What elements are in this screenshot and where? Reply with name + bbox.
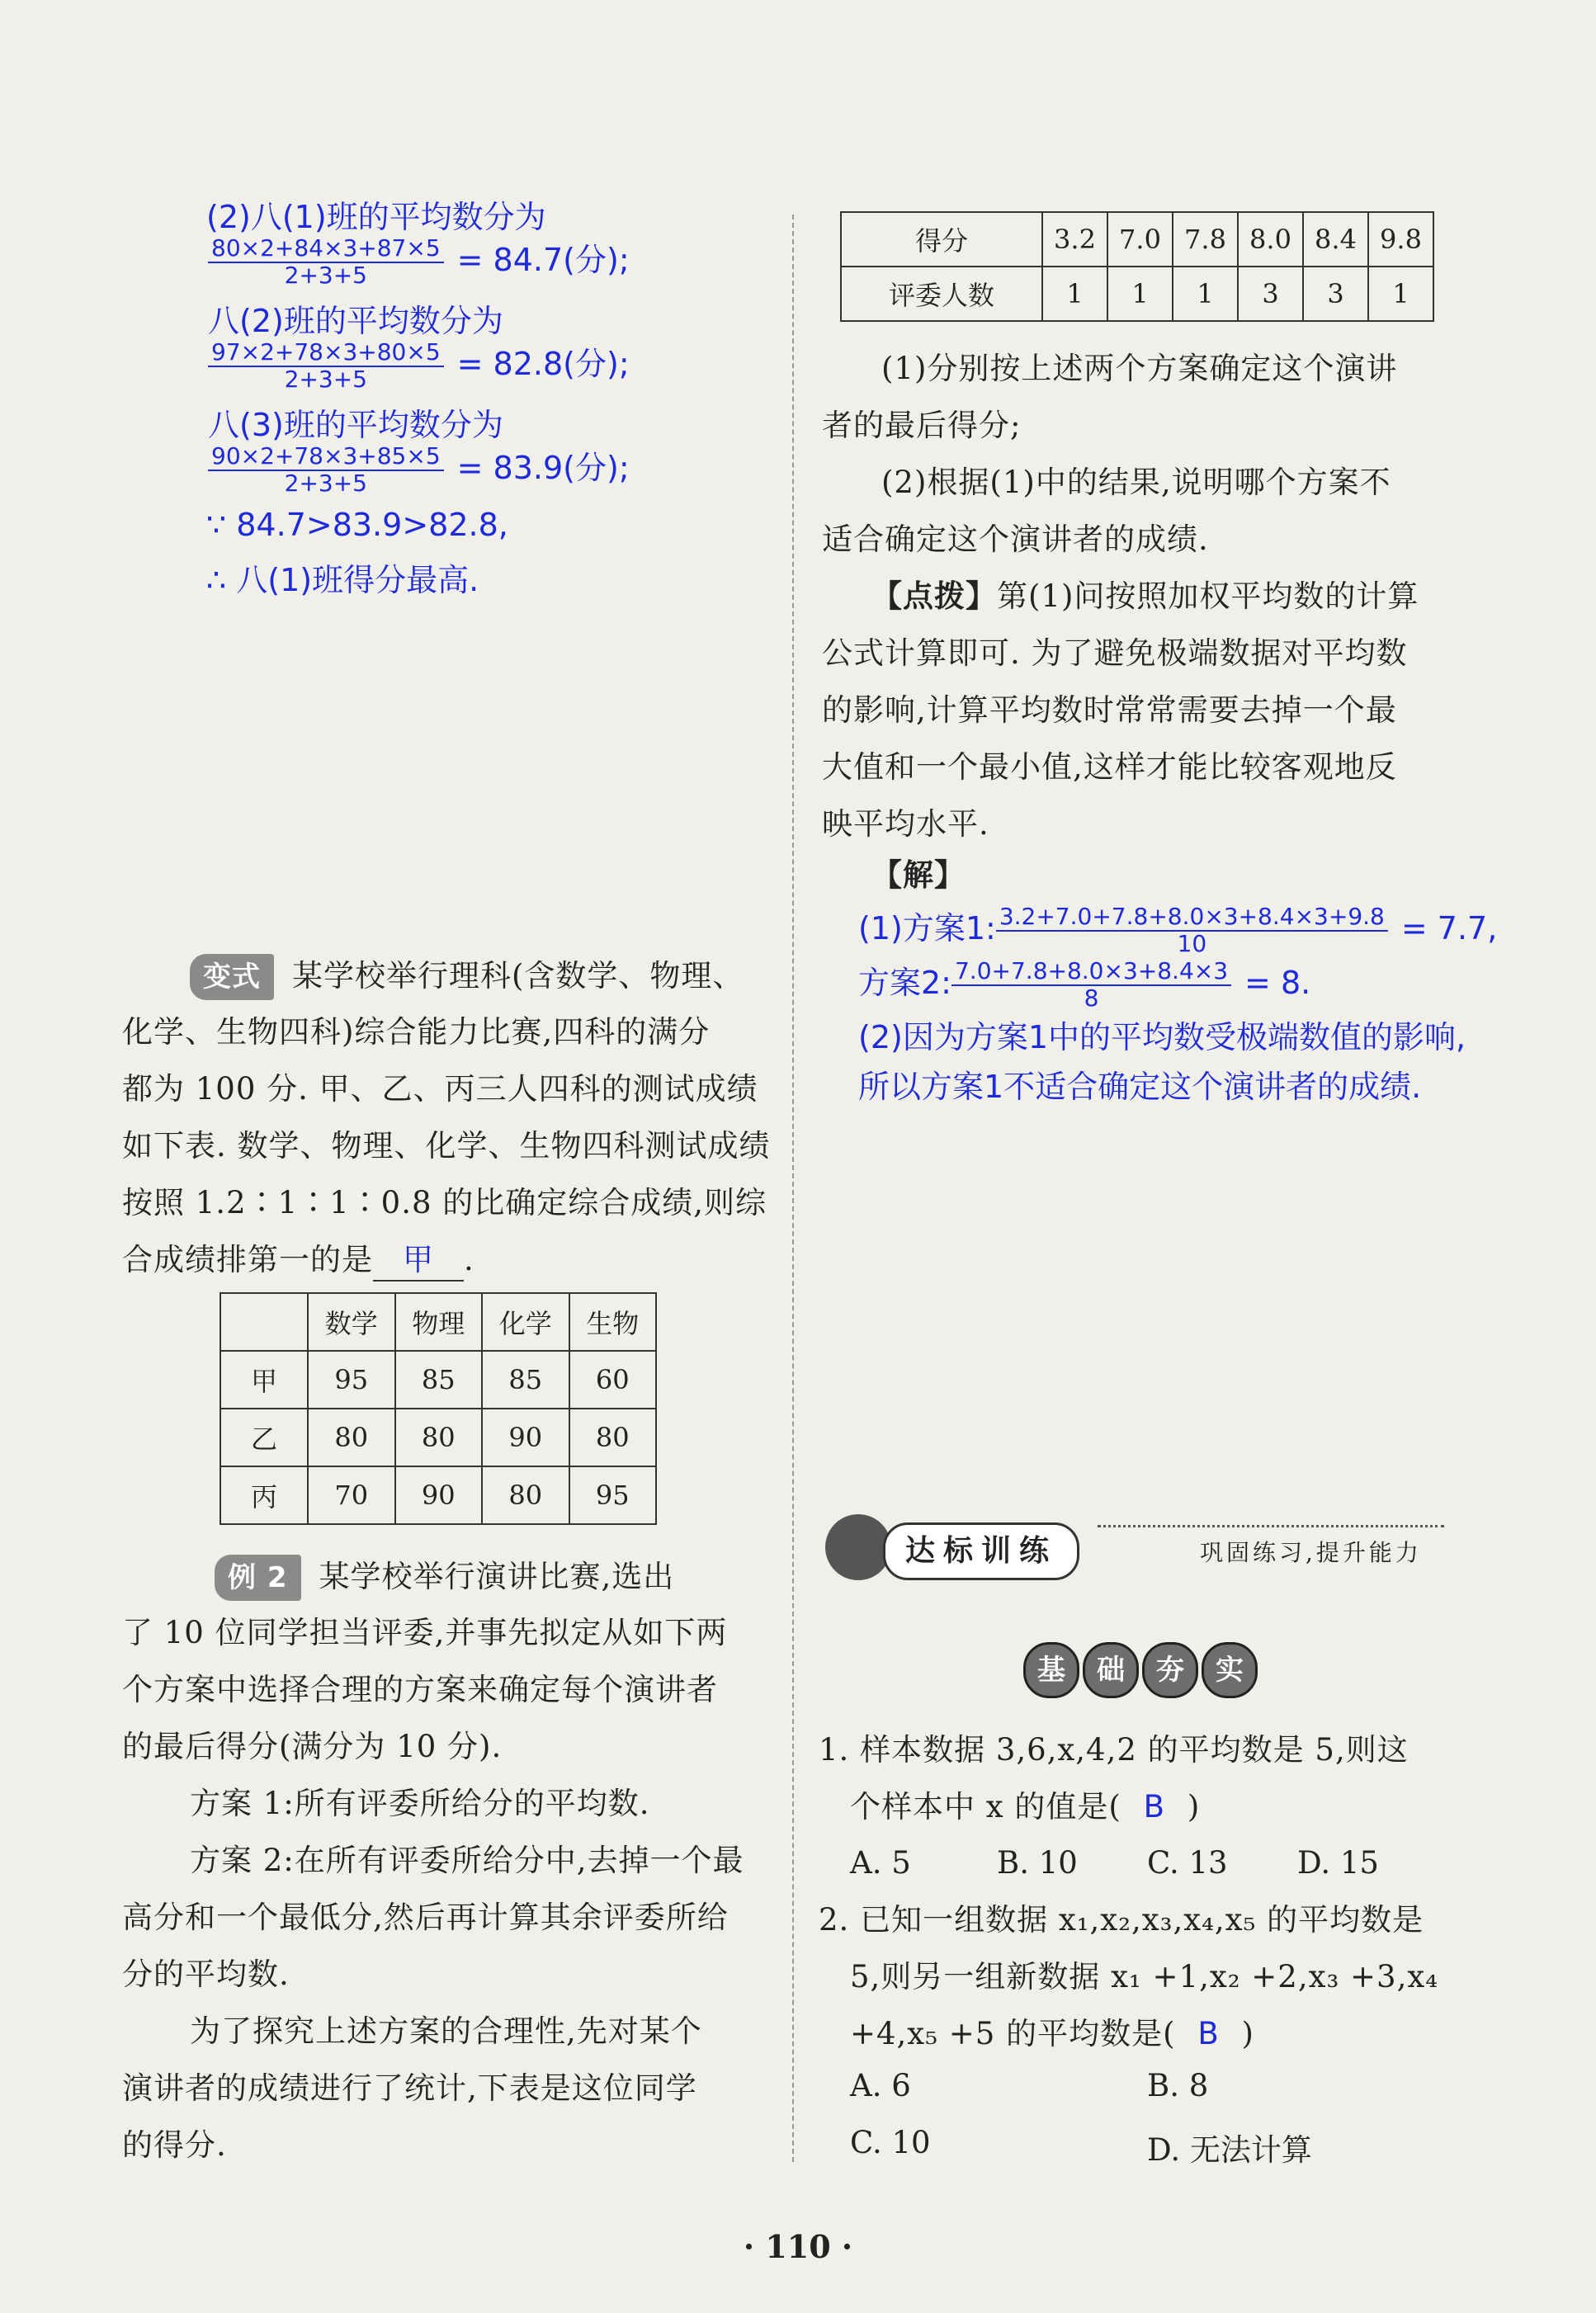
example-line-10: 演讲者的成绩进行了统计,下表是这位同学 [122,2070,697,2106]
table-cell: 乙 [220,1409,308,1466]
section-title: 达标训练 [883,1522,1079,1580]
hint-label: 【点拨】 [871,578,997,614]
table-cell: 得分 [841,212,1042,267]
table-header-cell [220,1293,308,1351]
table-header-row [220,1293,656,1351]
fraction-denominator: 2+3+5 [284,469,367,497]
table-header-cell: 生物 [569,1293,657,1351]
formula-result: = 84.7(分); [456,242,630,278]
table-cell: 评委人数 [841,267,1042,321]
grades-table [220,1292,657,1525]
formula-result: = 8. [1244,965,1311,1001]
badge-char: 基 [1023,1642,1079,1698]
option-a: A. 6 [850,2068,911,2103]
fraction-numerator: 80×2+84×3+87×5 [208,236,444,263]
example-line-5: 方案 1:所有评委所给分的平均数. [190,1786,650,1821]
badge-char: 夯 [1142,1642,1198,1698]
table-cell: 95 [569,1466,657,1524]
fraction-numerator: 97×2+78×3+80×5 [208,340,444,367]
table-cell: 9.8 [1368,212,1433,267]
table-cell: 甲 [220,1351,308,1409]
example-line-1 [215,1548,674,1605]
example-line-7: 高分和一个最低分,然后再计算其余评委所给 [122,1900,729,1935]
exercise-text: 个样本中 x 的值是( [850,1789,1121,1824]
answer-choice: B [1143,1789,1166,1824]
variant-line-5: 按照 1.2∶1∶1∶0.8 的比确定综合成绩,则综 [122,1185,767,1220]
variant-line-1 [190,947,744,1004]
example-line-6: 方案 2:在所有评委所给分中,去掉一个最 [190,1843,744,1878]
badge-char: 础 [1083,1642,1139,1698]
table-row [220,1409,656,1466]
option-a: A. 5 [850,1845,911,1881]
example-tag: 例 2 [215,1555,301,1601]
table-cell: 3 [1238,267,1303,321]
column-divider [792,215,794,2162]
answer-formula [208,234,630,288]
fraction-numerator: 3.2+7.0+7.8+8.0×3+8.4×3+9.8 [996,904,1388,932]
table-cell: 95 [308,1351,395,1409]
hint-line: 映平均水平. [822,806,989,842]
formula-result: = 83.9(分); [456,450,630,486]
table-header-cell: 化学 [482,1293,569,1351]
hint-line: 大值和一个最小值,这样才能比较客观地反 [822,749,1397,785]
table-cell: 8.0 [1238,212,1303,267]
score-table [840,211,1434,322]
formula-result: = 7.7, [1400,910,1498,946]
option-b: B. 8 [1147,2068,1209,2103]
table-cell: 丙 [220,1466,308,1524]
solution-line: (2)因为方案1中的平均数受极端数值的影响, [858,1019,1466,1055]
option-d: D. 15 [1297,1845,1379,1881]
table-cell: 3.2 [1042,212,1107,267]
option-b: B. 10 [997,1845,1078,1881]
question-line: (1)分别按上述两个方案确定这个演讲 [881,351,1398,386]
table-row [841,267,1433,321]
table-cell: 3 [1303,267,1368,321]
variant-line-6 [122,1231,475,1288]
variant-line-4: 如下表. 数学、物理、化学、生物四科测试成绩 [122,1128,771,1164]
example-line-2: 了 10 位同学担当评委,并事先拟定从如下两 [122,1615,728,1650]
section-subtitle: 巩固练习,提升能力 [1200,1539,1422,1566]
question-line: (2)根据(1)中的结果,说明哪个方案不 [881,465,1391,500]
variant-text: 合成绩排第一的是 [122,1242,373,1277]
exercise-text: +4,x₅ +5 的平均数是( [850,2016,1176,2051]
table-cell: 80 [569,1409,657,1466]
table-cell: 1 [1107,267,1173,321]
table-cell: 80 [395,1409,483,1466]
table-cell: 1 [1173,267,1238,321]
exercise-line: 5,则另一组新数据 x₁ +1,x₂ +2,x₃ +3,x₄ [850,1959,1439,1994]
table-header-cell: 数学 [308,1293,395,1351]
hint-line: 公式计算即可. 为了避免极端数据对平均数 [822,635,1408,671]
fraction-denominator: 10 [1177,929,1207,957]
exercise-line [850,2005,1254,2062]
answer-line: 八(2)班的平均数分为 [208,303,503,339]
example-line-4: 的最后得分(满分为 10 分). [122,1729,503,1764]
solution-text: (1)方案1: [858,910,996,946]
table-cell: 80 [482,1466,569,1524]
answer-formula [208,442,630,496]
variant-text: 某学校举行理科(含数学、物理、 [292,958,744,994]
example-line-8: 分的平均数. [122,1957,290,1992]
table-cell: 7.8 [1173,212,1238,267]
hint-line: 的影响,计算平均数时常常需要去掉一个最 [822,692,1397,728]
badge-char: 实 [1202,1642,1258,1698]
table-row [220,1466,656,1524]
hint-line [871,568,1419,625]
example-line-3: 个方案中选择合理的方案来确定每个演讲者 [122,1672,718,1707]
hint-text: 第(1)问按照加权平均数的计算 [997,578,1419,614]
answer-blank: 甲 [373,1240,464,1282]
table-cell: 70 [308,1466,395,1524]
example-line-9: 为了探究上述方案的合理性,先对某个 [190,2013,702,2049]
answer-choice: B [1197,2016,1220,2051]
formula-result: = 82.8(分); [456,346,630,382]
solution-label-text: 【解】 [871,857,966,893]
fraction-denominator: 2+3+5 [284,261,367,289]
question-line: 适合确定这个演讲者的成绩. [822,522,1209,557]
section-divider [1098,1525,1444,1527]
fraction-denominator: 2+3+5 [284,365,367,393]
variant-line-3: 都为 100 分. 甲、乙、丙三人四科的测试成绩 [122,1071,758,1107]
table-cell: 80 [308,1409,395,1466]
table-cell: 85 [395,1351,483,1409]
table-cell: 90 [482,1409,569,1466]
fraction-denominator: 8 [1084,984,1099,1012]
example-line-11: 的得分. [122,2127,227,2163]
variant-text: . [464,1242,475,1277]
fraction-numerator: 7.0+7.8+8.0×3+8.4×3 [951,959,1231,986]
exercise-line: 2. 已知一组数据 x₁,x₂,x₃,x₄,x₅ 的平均数是 [819,1902,1424,1938]
table-row [220,1351,656,1409]
option-d: D. 无法计算 [1147,2132,1312,2168]
table-cell: 1 [1042,267,1107,321]
solution-formula [858,903,1497,956]
table-cell: 60 [569,1351,657,1409]
table-cell: 1 [1368,267,1433,321]
solution-formula [858,957,1310,1011]
answer-formula [208,338,630,392]
variant-tag: 变式 [190,954,274,1000]
table-cell: 85 [482,1351,569,1409]
answer-line: ∵ 84.7>83.9>82.8, [206,507,508,543]
solution-text: 方案2: [858,965,951,1001]
page-number: · 110 · [743,2228,853,2265]
example-text: 某学校举行演讲比赛,选出 [319,1559,675,1594]
table-cell: 90 [395,1466,483,1524]
exercise-text: ) [1187,1789,1201,1824]
option-c: C. 13 [1147,1845,1228,1881]
solution-line: 所以方案1不适合确定这个演讲者的成绩. [858,1069,1422,1105]
pencil-book-icon [825,1514,891,1580]
solution-label [871,847,966,904]
exercise-text: ) [1241,2016,1254,2051]
answer-line: (2)八(1)班的平均数分为 [206,199,546,235]
variant-line-2: 化学、生物四科)综合能力比赛,四科的满分 [122,1014,711,1050]
basics-badge [1023,1642,1261,1698]
answer-line: ∴ 八(1)班得分最高. [206,562,479,598]
exercise-line: 1. 样本数据 3,6,x,4,2 的平均数是 5,则这 [819,1732,1409,1768]
table-row [841,212,1433,267]
answer-line: 八(3)班的平均数分为 [208,407,503,443]
table-cell: 7.0 [1107,212,1173,267]
fraction-numerator: 90×2+78×3+85×5 [208,444,444,471]
exercise-line [850,1778,1200,1835]
table-cell: 8.4 [1303,212,1368,267]
question-line: 者的最后得分; [822,408,1022,443]
table-header-cell: 物理 [395,1293,483,1351]
option-c: C. 10 [850,2125,931,2160]
